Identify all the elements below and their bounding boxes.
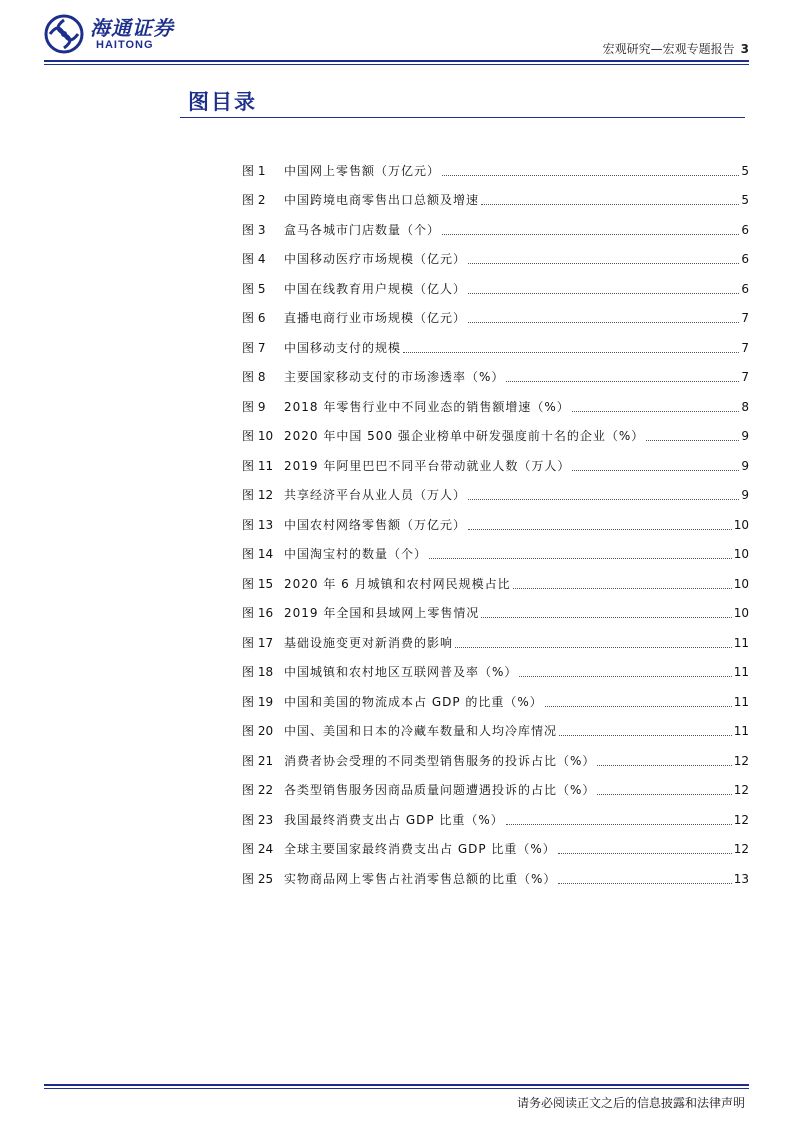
toc-entry-page: 9 bbox=[741, 429, 749, 443]
toc-entry-caption: 中国和美国的物流成本占 GDP 的比重（%） bbox=[284, 694, 543, 709]
header-divider bbox=[44, 60, 749, 62]
toc-entry-caption: 主要国家移动支付的市场渗透率（%） bbox=[284, 370, 505, 384]
toc-entry-label: 图 22 bbox=[242, 783, 274, 797]
toc-leader-dots bbox=[403, 352, 739, 353]
toc-entry[interactable] bbox=[242, 422, 749, 452]
toc-entry-page: 10 bbox=[733, 547, 749, 561]
toc-entry-page: 6 bbox=[741, 281, 749, 296]
toc-entry-page: 7 bbox=[741, 370, 749, 384]
toc-entry-label: 图 21 bbox=[242, 753, 274, 768]
toc-entry-caption: 中国移动支付的规模 bbox=[284, 340, 402, 355]
toc-entry-label: 图 8 bbox=[242, 370, 266, 384]
toc-entry[interactable] bbox=[242, 805, 749, 835]
toc-entry-caption: 2020 年 6 月城镇和农村网民规模占比 bbox=[284, 576, 511, 591]
page-header bbox=[0, 0, 793, 70]
title-underline bbox=[180, 117, 745, 118]
toc-entry-page: 12 bbox=[733, 753, 749, 768]
toc-entry-label: 图 15 bbox=[242, 576, 274, 591]
toc-entry[interactable] bbox=[242, 864, 749, 894]
toc-entry-page: 10 bbox=[733, 517, 749, 532]
toc-leader-dots bbox=[597, 765, 731, 766]
toc-entry-caption: 2019 年阿里巴巴不同平台带动就业人数（万人） bbox=[284, 458, 571, 473]
toc-entry-caption: 各类型销售服务因商品质量问题遭遇投诉的占比（%） bbox=[284, 783, 596, 797]
toc-entry-caption: 2019 年全国和县域网上零售情况 bbox=[284, 606, 480, 620]
toc-entry-caption: 中国网上零售额（万亿元） bbox=[284, 163, 441, 178]
toc-entry-page: 12 bbox=[733, 842, 749, 856]
toc-entry-caption: 共享经济平台从业人员（万人） bbox=[284, 488, 467, 502]
toc-entry[interactable] bbox=[242, 569, 749, 599]
toc-entry[interactable] bbox=[242, 835, 749, 865]
toc-entry-page: 10 bbox=[733, 576, 749, 591]
toc-leader-dots bbox=[455, 647, 732, 648]
toc-entry-label: 图 2 bbox=[242, 193, 266, 207]
toc-leader-dots bbox=[429, 558, 732, 559]
toc-leader-dots bbox=[519, 676, 731, 677]
toc-entry-label: 图 25 bbox=[242, 871, 274, 886]
toc-entry-caption: 消费者协会受理的不同类型销售服务的投诉占比（%） bbox=[284, 753, 596, 768]
toc-entry-caption: 直播电商行业市场规模（亿元） bbox=[284, 311, 467, 325]
toc-entry[interactable] bbox=[242, 599, 749, 629]
toc-entry[interactable] bbox=[242, 333, 749, 363]
toc-entry-label: 图 10 bbox=[242, 429, 274, 443]
toc-entry-label: 图 6 bbox=[242, 311, 266, 325]
toc-entry[interactable] bbox=[242, 481, 749, 511]
toc-entry-caption: 中国、美国和日本的冷藏车数量和人均冷库情况 bbox=[284, 724, 558, 738]
toc-leader-dots bbox=[468, 263, 739, 264]
toc-title: 图目录 bbox=[188, 90, 257, 114]
toc-leader-dots bbox=[468, 293, 739, 294]
toc-leader-dots bbox=[442, 234, 739, 235]
toc-entry[interactable] bbox=[242, 156, 749, 186]
toc-entry-page: 10 bbox=[733, 606, 749, 620]
logo-english-name: HAITONG bbox=[96, 38, 154, 51]
toc-entry-caption: 2020 年中国 500 强企业榜单中研发强度前十名的企业（%） bbox=[284, 429, 645, 443]
toc-entry-label: 图 4 bbox=[242, 252, 266, 266]
logo-chinese-name: 海通证券 bbox=[90, 15, 174, 40]
toc-entry-page: 11 bbox=[733, 724, 749, 738]
toc-entry[interactable] bbox=[242, 392, 749, 422]
toc-entry-caption: 2018 年零售行业中不同业态的销售额增速（%） bbox=[284, 399, 570, 414]
toc-leader-dots bbox=[481, 617, 731, 618]
report-section: 宏观研究—宏观专题报告 bbox=[602, 42, 735, 56]
header-meta bbox=[603, 40, 749, 57]
toc-leader-dots bbox=[468, 322, 739, 323]
toc-entry-page: 9 bbox=[741, 458, 749, 473]
toc-entry[interactable] bbox=[242, 215, 749, 245]
toc-entry-label: 图 1 bbox=[242, 163, 266, 178]
toc-leader-dots bbox=[572, 470, 739, 471]
toc-entry-page: 7 bbox=[741, 311, 749, 325]
toc-entry[interactable] bbox=[242, 245, 749, 275]
toc-entry-caption: 中国农村网络零售额（万亿元） bbox=[284, 517, 467, 532]
toc-entry-label: 图 18 bbox=[242, 665, 274, 679]
toc-entry[interactable] bbox=[242, 687, 749, 717]
toc-entry-label: 图 12 bbox=[242, 488, 274, 502]
toc-entry-caption: 中国移动医疗市场规模（亿元） bbox=[284, 252, 467, 266]
toc-entry-label: 图 20 bbox=[242, 724, 274, 738]
toc-entry-page: 9 bbox=[741, 488, 749, 502]
toc-entry-page: 7 bbox=[741, 340, 749, 355]
toc-entry-caption: 中国淘宝村的数量（个） bbox=[284, 547, 428, 561]
toc-entry[interactable] bbox=[242, 776, 749, 806]
toc-leader-dots bbox=[646, 440, 739, 441]
toc-entry-caption: 中国城镇和农村地区互联网普及率（%） bbox=[284, 665, 518, 679]
toc-leader-dots bbox=[506, 824, 732, 825]
toc-entry-page: 11 bbox=[733, 635, 749, 650]
toc-entry[interactable] bbox=[242, 658, 749, 688]
disclaimer-note: 请务必阅读正文之后的信息披露和法律声明 bbox=[516, 1096, 745, 1110]
toc-entry[interactable] bbox=[242, 717, 749, 747]
toc-leader-dots bbox=[558, 853, 732, 854]
header-divider-thin bbox=[44, 64, 749, 65]
toc-entry[interactable] bbox=[242, 451, 749, 481]
toc-entry-page: 5 bbox=[741, 163, 749, 178]
toc-entry-page: 12 bbox=[733, 812, 749, 827]
toc-entry-page: 8 bbox=[741, 399, 749, 414]
toc-entry[interactable] bbox=[242, 746, 749, 776]
toc-leader-dots bbox=[597, 794, 731, 795]
toc-entry-page: 6 bbox=[741, 252, 749, 266]
toc-leader-dots bbox=[468, 499, 739, 500]
toc-entry-caption: 实物商品网上零售占社消零售总额的比重（%） bbox=[284, 871, 557, 886]
toc-entry-label: 图 9 bbox=[242, 399, 266, 414]
toc-leader-dots bbox=[559, 735, 732, 736]
toc-entry-caption: 我国最终消费支出占 GDP 比重（%） bbox=[284, 812, 504, 827]
toc-entry[interactable] bbox=[242, 628, 749, 658]
toc-entry-label: 图 24 bbox=[242, 842, 274, 856]
toc-entry-label: 图 17 bbox=[242, 635, 274, 650]
toc-leader-dots bbox=[442, 175, 739, 176]
toc-entry-page: 11 bbox=[733, 694, 749, 709]
toc-entry-label: 图 7 bbox=[242, 340, 266, 355]
toc-leader-dots bbox=[468, 529, 732, 530]
toc-entry-label: 图 5 bbox=[242, 281, 266, 296]
page-number: 3 bbox=[740, 42, 749, 56]
footer-divider bbox=[44, 1084, 749, 1086]
haitong-logo-icon bbox=[44, 14, 84, 54]
toc-entry[interactable] bbox=[242, 186, 749, 216]
toc-leader-dots bbox=[572, 411, 740, 412]
toc-entry[interactable] bbox=[242, 304, 749, 334]
toc-entry-label: 图 19 bbox=[242, 694, 274, 709]
toc-entry-page: 6 bbox=[741, 222, 749, 237]
toc-entry-caption: 中国在线教育用户规模（亿人） bbox=[284, 281, 467, 296]
toc-entry-label: 图 3 bbox=[242, 222, 266, 237]
toc-entry-label: 图 16 bbox=[242, 606, 274, 620]
toc-entry-label: 图 23 bbox=[242, 812, 274, 827]
toc-entry[interactable] bbox=[242, 274, 749, 304]
toc-entry-label: 图 14 bbox=[242, 547, 274, 561]
toc-entry-label: 图 13 bbox=[242, 517, 274, 532]
footer-divider-thin bbox=[44, 1088, 749, 1089]
toc-entry-page: 5 bbox=[741, 193, 749, 207]
toc-entry-caption: 基础设施变更对新消费的影响 bbox=[284, 635, 454, 650]
toc-entry[interactable] bbox=[242, 540, 749, 570]
toc-entry-caption: 盒马各城市门店数量（个） bbox=[284, 222, 441, 237]
haitong-logo bbox=[44, 14, 174, 54]
toc-entry[interactable] bbox=[242, 510, 749, 540]
toc-entry-page: 11 bbox=[733, 665, 749, 679]
toc-entry-caption: 全球主要国家最终消费支出占 GDP 比重（%） bbox=[284, 842, 556, 856]
toc-leader-dots bbox=[481, 204, 739, 205]
toc-entry[interactable] bbox=[242, 363, 749, 393]
figure-table-of-contents bbox=[242, 156, 749, 894]
toc-entry-page: 12 bbox=[733, 783, 749, 797]
toc-leader-dots bbox=[558, 883, 731, 884]
toc-leader-dots bbox=[506, 381, 739, 382]
toc-entry-page: 13 bbox=[733, 871, 749, 886]
toc-entry-caption: 中国跨境电商零售出口总额及增速 bbox=[284, 193, 480, 207]
toc-leader-dots bbox=[513, 588, 732, 589]
toc-entry-label: 图 11 bbox=[242, 458, 274, 473]
toc-leader-dots bbox=[545, 706, 732, 707]
